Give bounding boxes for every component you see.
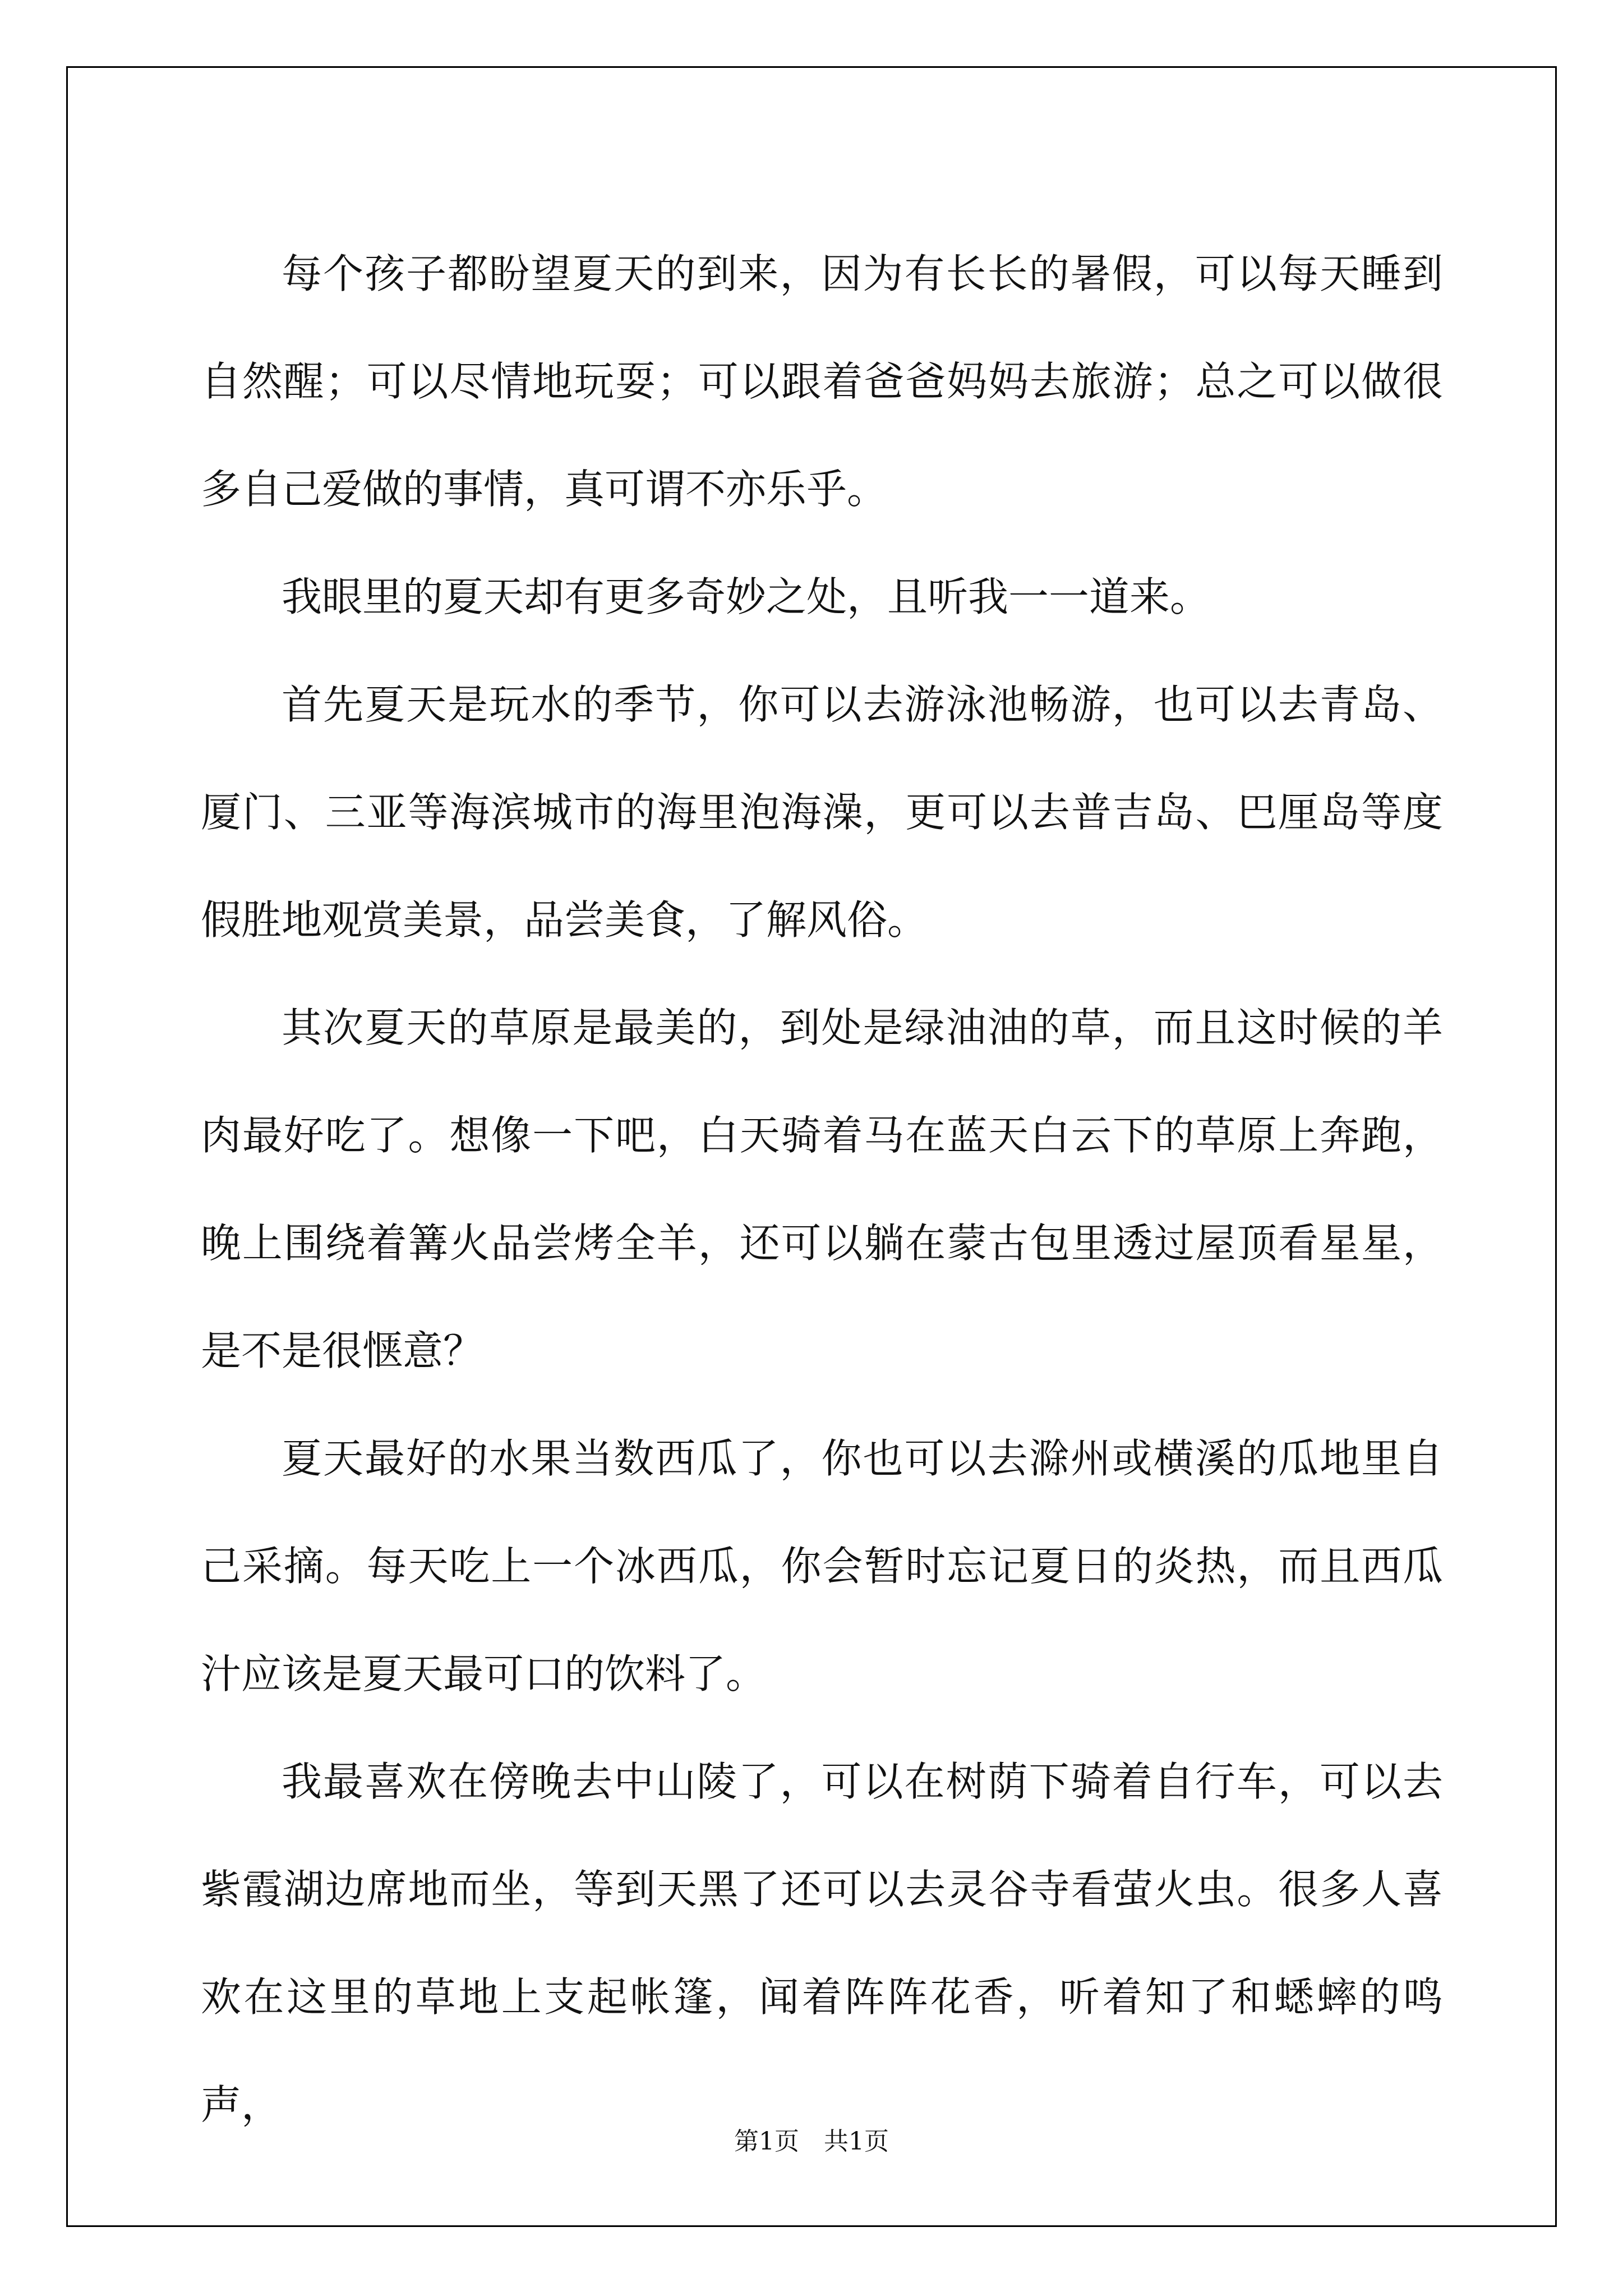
paragraph-5: 夏天最好的水果当数西瓜了，你也可以去滁州或横溪的瓜地里自己采摘。每天吃上一个冰西瓜，你会暂时忘记夏日的炎热，而且西瓜汁应该是夏天最可口的饮料了。 bbox=[201, 1435, 1443, 1697]
page-footer bbox=[0, 2125, 1623, 2159]
page-number: 第1页 bbox=[734, 2127, 799, 2156]
paragraph-3: 首先夏天是玩水的季节，你可以去游泳池畅游，也可以去青岛、厦门、三亚等海滨城市的海里泡海澡，更可以去普吉岛、巴厘岛等度假胜地观赏美景，品尝美食，了解风俗。 bbox=[201, 681, 1443, 944]
page-total: 共1页 bbox=[824, 2127, 889, 2156]
paragraph-1: 每个孩子都盼望夏天的到来，因为有长长的暑假，可以每天睡到自然醒；可以尽情地玩耍；可以跟着爸爸妈妈去旅游；总之可以做很多自己爱做的事情，真可谓不亦乐乎。 bbox=[201, 250, 1443, 513]
document-body bbox=[201, 220, 1443, 2159]
paragraph-4: 其次夏天的草原是最美的，到处是绿油油的草，而且这时候的羊肉最好吃了。想像一下吧，白天骑着马在蓝天白云下的草原上奔跑，晚上围绕着篝火品尝烤全羊，还可以躺在蒙古包里透过屋顶看星星，是不是很惬意？ bbox=[201, 1004, 1443, 1374]
paragraph-6: 我最喜欢在傍晚去中山陵了，可以在树荫下骑着自行车，可以去紫霞湖边席地而坐，等到天黑了还可以去灵谷寺看萤火虫。很多人喜欢在这里的草地上支起帐篷，闻着阵阵花香，听着知了和蟋蟀的鸣声， bbox=[201, 1758, 1443, 2128]
paragraph-2: 我眼里的夏天却有更多奇妙之处，且听我一一道来。 bbox=[282, 573, 1211, 620]
